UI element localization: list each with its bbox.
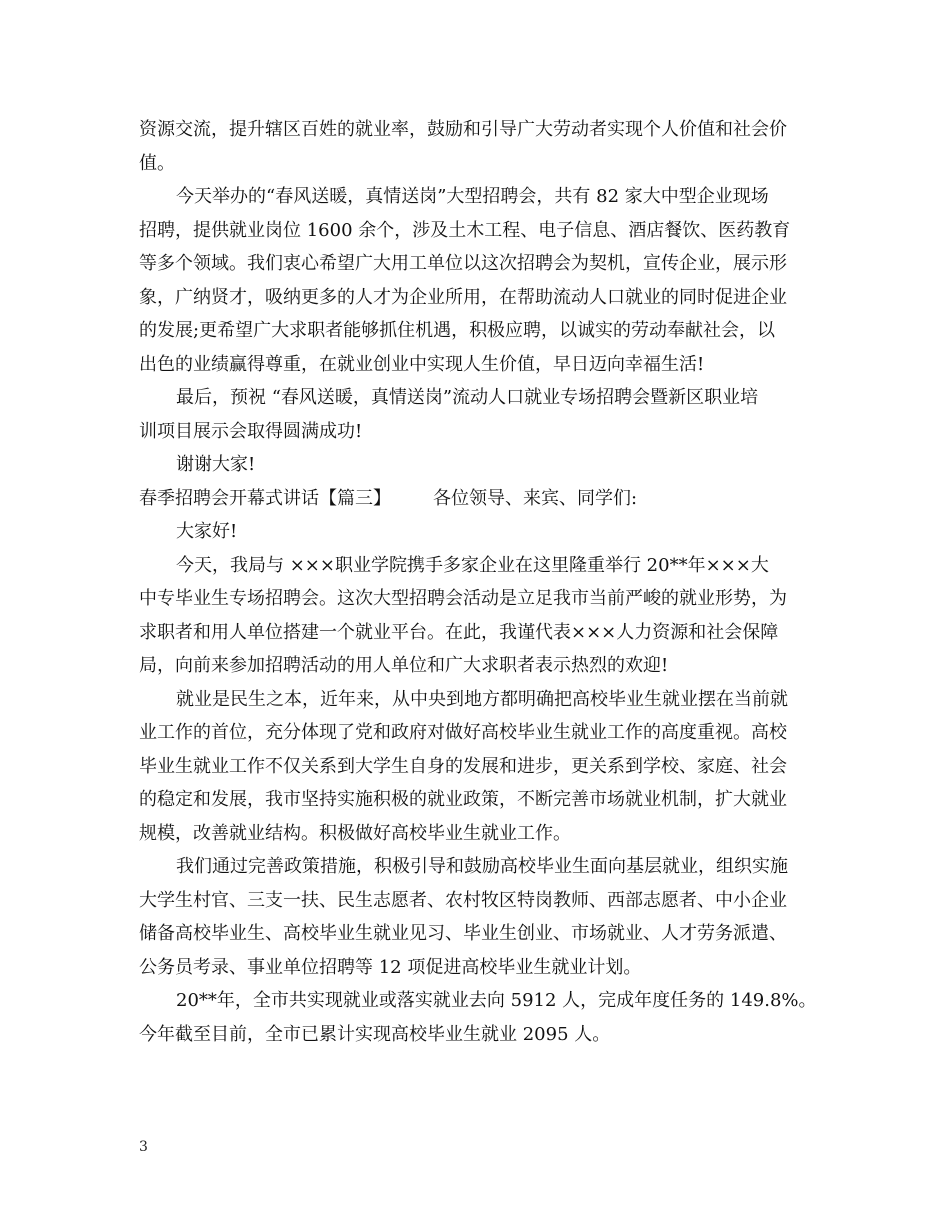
salutation: 各位领导、来宾、同学们: — [433, 487, 638, 509]
document-body — [139, 113, 819, 1051]
text-line: 业工作的首位，充分体现了党和政府对做好高校毕业生就业工作的高度重视。高校 — [139, 722, 787, 743]
greeting: 大家好! — [176, 521, 238, 542]
page-number: 3 — [139, 1139, 148, 1155]
paragraph-start: 最后，预祝 “春风送暖，真情送岗”流动人口就业专场招聘会暨新区职业培 — [176, 387, 759, 408]
paragraph-start: 谢谢大家! — [176, 454, 256, 475]
paragraph-start: 今天举办的“春风送暖，真情送岗”大型招聘会，共有 82 家大中型企业现场 — [176, 186, 769, 207]
text-line: 大学生村官、三支一扶、民生志愿者、农村牧区特岗教师、西部志愿者、中小企业 — [139, 889, 787, 911]
paragraph-start: 我们通过完善政策措施，积极引导和鼓励高校毕业生面向基层就业，组织实施 — [176, 856, 788, 877]
section-heading-line — [139, 482, 819, 516]
text-line: 的稳定和发展，我市坚持实施积极的就业政策，不断完善市场就业机制，扩大就业 — [139, 789, 787, 810]
text-line: 的发展;更希望广大求职者能够抓住机遇，积极应聘，以诚实的劳动奉献社会，以 — [139, 320, 776, 341]
text-line: 资源交流，提升辖区百姓的就业率，鼓励和引导广大劳动者实现个人价值和社会价 — [139, 119, 787, 140]
text-line: 公务员考录、事业单位招聘等 12 项促进高校毕业生就业计划。 — [139, 956, 642, 978]
text-line: 训项目展示会取得圆满成功! — [139, 420, 363, 442]
text-line: 等多个领域。我们衷心希望广大用工单位以这次招聘会为契机，宣传企业，展示形 — [139, 253, 787, 274]
text-line: 今年截至目前，全市已累计实现高校毕业生就业 2095 人。 — [139, 1023, 611, 1045]
text-line: 中专毕业生专场招聘会。这次大型招聘会活动是立足我市当前严峻的就业形势，为 — [139, 588, 787, 609]
text-line: 出色的业绩赢得尊重，在就业创业中实现人生价值，早日迈向幸福生活! — [139, 353, 705, 375]
paragraph-start: 就业是民生之本，近年来，从中央到地方都明确把高校毕业生就业摆在当前就 — [176, 688, 788, 710]
text-line: 毕业生就业工作不仅关系到大学生自身的发展和进步，更关系到学校、家庭、社会 — [139, 755, 787, 777]
text-line: 招聘，提供就业岗位 1600 余个，涉及土木工程、电子信息、酒店餐饮、医药教育 — [139, 219, 791, 241]
text-line: 求职者和用人单位搭建一个就业平台。在此，我谨代表×××人力资源和社会保障 — [139, 621, 779, 643]
text-line: 规模，改善就业结构。积极做好高校毕业生就业工作。 — [139, 822, 571, 844]
section-heading: 春季招聘会开幕式讲话【篇三】 — [139, 487, 391, 509]
paragraph-start: 20**年，全市共实现就业或落实就业去向 5912 人，完成年度任务的 149.8%。 — [176, 990, 817, 1011]
text-line: 局，向前来参加招聘活动的用人单位和广大求职者表示热烈的欢迎! — [139, 655, 669, 676]
paragraph-start: 今天，我局与 ×××职业学院携手多家企业在这里隆重举行 20**年×××大 — [176, 554, 769, 576]
text-line: 储备高校毕业生、高校毕业生就业见习、毕业生创业、市场就业、人才劳务派遣、 — [139, 923, 787, 944]
text-line: 值。 — [139, 152, 175, 174]
text-line: 象，广纳贤才，吸纳更多的人才为企业所用，在帮助流动人口就业的同时促进企业 — [139, 286, 787, 308]
